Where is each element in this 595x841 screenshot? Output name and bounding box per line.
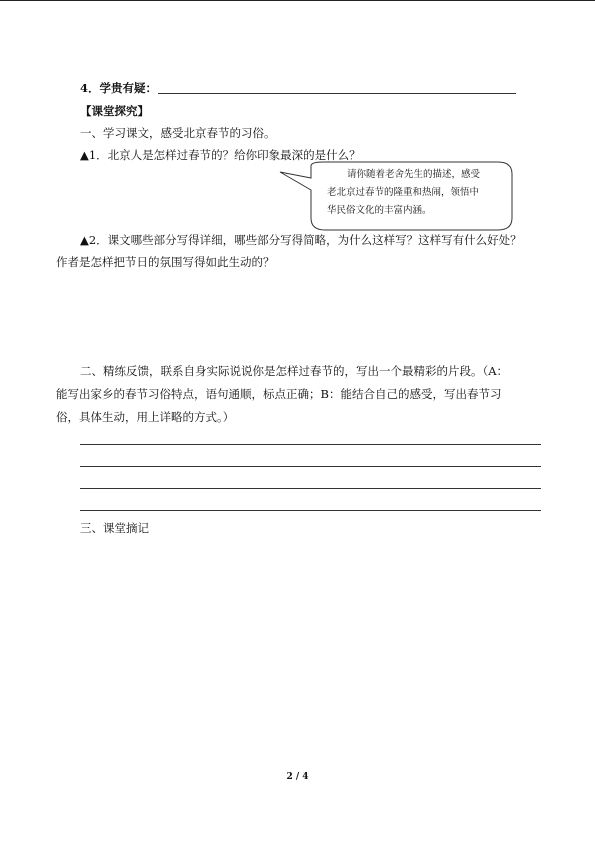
callout-line-2: 老北京过春节的隆重和热闹，领悟中 bbox=[327, 187, 480, 198]
callout-line-1: 请你随着老舍先生的描述，感受 bbox=[347, 169, 481, 180]
callout-line-3: 华民俗文化的丰富内涵。 bbox=[327, 205, 432, 216]
page-top-border bbox=[0, 0, 595, 1]
question-1: ▲1．北京人是怎样过春节的？给你印象最深的是什么？ bbox=[80, 148, 361, 162]
part2-line-2: 能写出家乡的春节习俗特点，语句通顺，标点正确；B：能结合自己的感受，写出春节习 bbox=[56, 387, 502, 401]
page-number: 2 / 4 bbox=[286, 772, 309, 782]
section-title: 【课堂探究】 bbox=[80, 104, 149, 118]
writing-line-4 bbox=[80, 510, 541, 511]
question-2-line-2: 作者是怎样把节日的氛围写得如此生动的？ bbox=[56, 255, 275, 269]
writing-line-2 bbox=[80, 466, 541, 467]
callout-text bbox=[327, 166, 499, 220]
part1-title: 一、学习课文，感受北京春节的习俗。 bbox=[80, 126, 276, 140]
item4-answer-line bbox=[158, 93, 516, 94]
part2-line-3: 俗，具体生动，用上详略的方式。） bbox=[56, 410, 235, 424]
writing-line-3 bbox=[80, 488, 541, 489]
question-2-line-1: ▲2．课文哪些部分写得详细，哪些部分写得简略，为什么这样写？这样写有什么好处？ bbox=[80, 233, 522, 247]
item4-label: 4．学贵有疑： bbox=[80, 81, 158, 95]
part2-line-1: 二、精练反馈，联系自身实际说说你是怎样过春节的，写出一个最精彩的片段。（A： bbox=[80, 364, 509, 378]
part3-title: 三、课堂摘记 bbox=[80, 521, 149, 535]
writing-line-1 bbox=[80, 444, 541, 445]
